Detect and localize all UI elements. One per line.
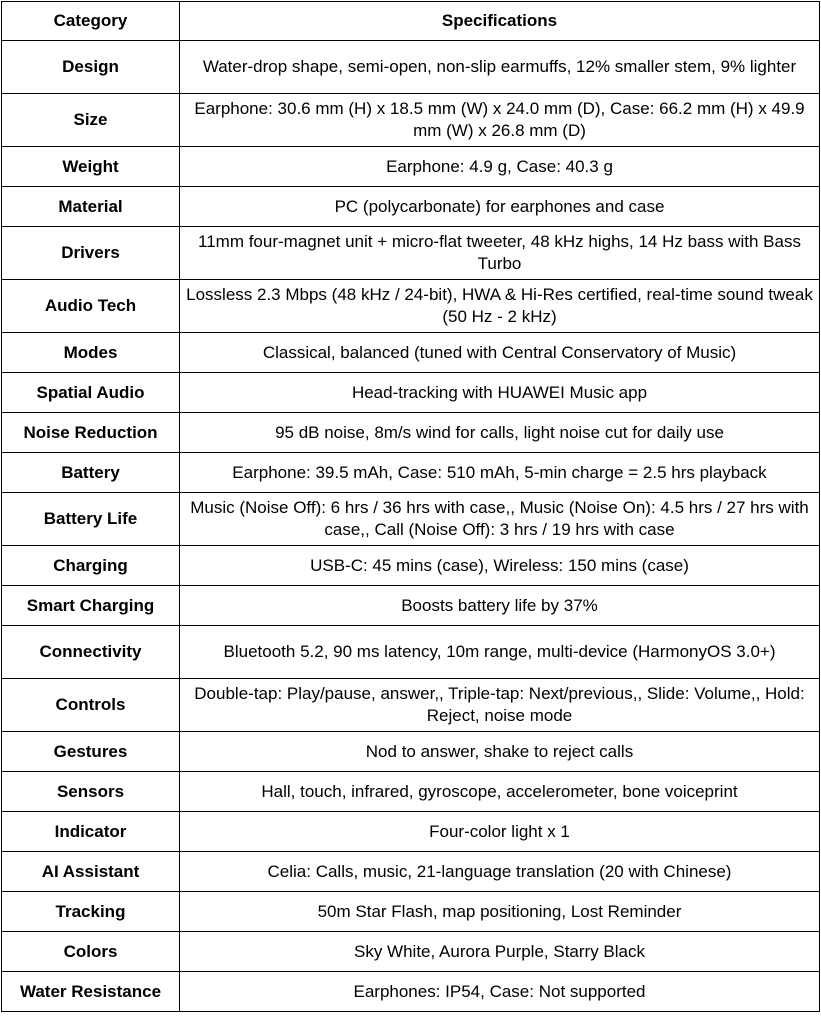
spec-cell: Earphone: 39.5 mAh, Case: 510 mAh, 5-min charge = 2.5 hrs playback	[180, 453, 820, 493]
table-row	[2, 626, 820, 679]
spec-cell: Lossless 2.3 Mbps (48 kHz / 24-bit), HWA & Hi-Res certified, real-time sound tweak (50 Hz - 2 kHz)	[180, 280, 820, 333]
table-row	[2, 586, 820, 626]
spec-cell: Double-tap: Play/pause, answer,, Triple-tap: Next/previous,, Slide: Volume,, Hold: Reject, noise mode	[180, 679, 820, 732]
spec-cell: Boosts battery life by 37%	[180, 586, 820, 626]
category-cell: Indicator	[2, 812, 180, 852]
category-cell: Controls	[2, 679, 180, 732]
category-cell: Noise Reduction	[2, 413, 180, 453]
category-cell: Weight	[2, 147, 180, 187]
table-row	[2, 147, 820, 187]
spec-cell: Earphones: IP54, Case: Not supported	[180, 972, 820, 1012]
category-cell: Audio Tech	[2, 280, 180, 333]
table-row	[2, 493, 820, 546]
category-cell: Water Resistance	[2, 972, 180, 1012]
category-cell: Spatial Audio	[2, 373, 180, 413]
table-row	[2, 892, 820, 932]
header-row	[2, 2, 820, 41]
category-cell: Size	[2, 94, 180, 147]
category-cell: Battery	[2, 453, 180, 493]
category-cell: Charging	[2, 546, 180, 586]
spec-cell: Earphone: 30.6 mm (H) x 18.5 mm (W) x 24.0 mm (D), Case: 66.2 mm (H) x 49.9 mm (W) x 26.8 mm (D)	[180, 94, 820, 147]
spec-cell: Music (Noise Off): 6 hrs / 36 hrs with case,, Music (Noise On): 4.5 hrs / 27 hrs with case,, Call (Noise Off): 3 hrs / 19 hrs with case	[180, 493, 820, 546]
category-cell: Tracking	[2, 892, 180, 932]
category-cell: Smart Charging	[2, 586, 180, 626]
table-row	[2, 94, 820, 147]
category-cell: Connectivity	[2, 626, 180, 679]
table-row	[2, 373, 820, 413]
spec-cell: 95 dB noise, 8m/s wind for calls, light noise cut for daily use	[180, 413, 820, 453]
spec-cell: Head-tracking with HUAWEI Music app	[180, 373, 820, 413]
spec-cell: USB-C: 45 mins (case), Wireless: 150 mins (case)	[180, 546, 820, 586]
spec-table	[1, 1, 820, 1012]
category-cell: Battery Life	[2, 493, 180, 546]
table-row	[2, 41, 820, 94]
table-row	[2, 227, 820, 280]
spec-cell: 50m Star Flash, map positioning, Lost Reminder	[180, 892, 820, 932]
category-cell: Design	[2, 41, 180, 94]
spec-cell: Hall, touch, infrared, gyroscope, accelerometer, bone voiceprint	[180, 772, 820, 812]
header-specifications: Specifications	[180, 2, 820, 41]
spec-cell: Earphone: 4.9 g, Case: 40.3 g	[180, 147, 820, 187]
spec-cell: Bluetooth 5.2, 90 ms latency, 10m range, multi-device (HarmonyOS 3.0+)	[180, 626, 820, 679]
table-row	[2, 280, 820, 333]
spec-cell: Nod to answer, shake to reject calls	[180, 732, 820, 772]
table-row	[2, 812, 820, 852]
table-row	[2, 453, 820, 493]
header-category: Category	[2, 2, 180, 41]
table-row	[2, 333, 820, 373]
spec-cell: Classical, balanced (tuned with Central Conservatory of Music)	[180, 333, 820, 373]
table-row	[2, 972, 820, 1012]
spec-cell: Water-drop shape, semi-open, non-slip earmuffs, 12% smaller stem, 9% lighter	[180, 41, 820, 94]
category-cell: Material	[2, 187, 180, 227]
spec-cell: Celia: Calls, music, 21-language translation (20 with Chinese)	[180, 852, 820, 892]
category-cell: Drivers	[2, 227, 180, 280]
table-row	[2, 772, 820, 812]
spec-cell: Sky White, Aurora Purple, Starry Black	[180, 932, 820, 972]
category-cell: Sensors	[2, 772, 180, 812]
table-row	[2, 187, 820, 227]
table-row	[2, 546, 820, 586]
table-row	[2, 732, 820, 772]
table-row	[2, 413, 820, 453]
category-cell: Colors	[2, 932, 180, 972]
spec-cell: 11mm four-magnet unit + micro-flat tweeter, 48 kHz highs, 14 Hz bass with Bass Turbo	[180, 227, 820, 280]
spec-cell: PC (polycarbonate) for earphones and case	[180, 187, 820, 227]
table-row	[2, 679, 820, 732]
table-row	[2, 932, 820, 972]
category-cell: Modes	[2, 333, 180, 373]
spec-cell: Four-color light x 1	[180, 812, 820, 852]
table-row	[2, 852, 820, 892]
category-cell: AI Assistant	[2, 852, 180, 892]
category-cell: Gestures	[2, 732, 180, 772]
